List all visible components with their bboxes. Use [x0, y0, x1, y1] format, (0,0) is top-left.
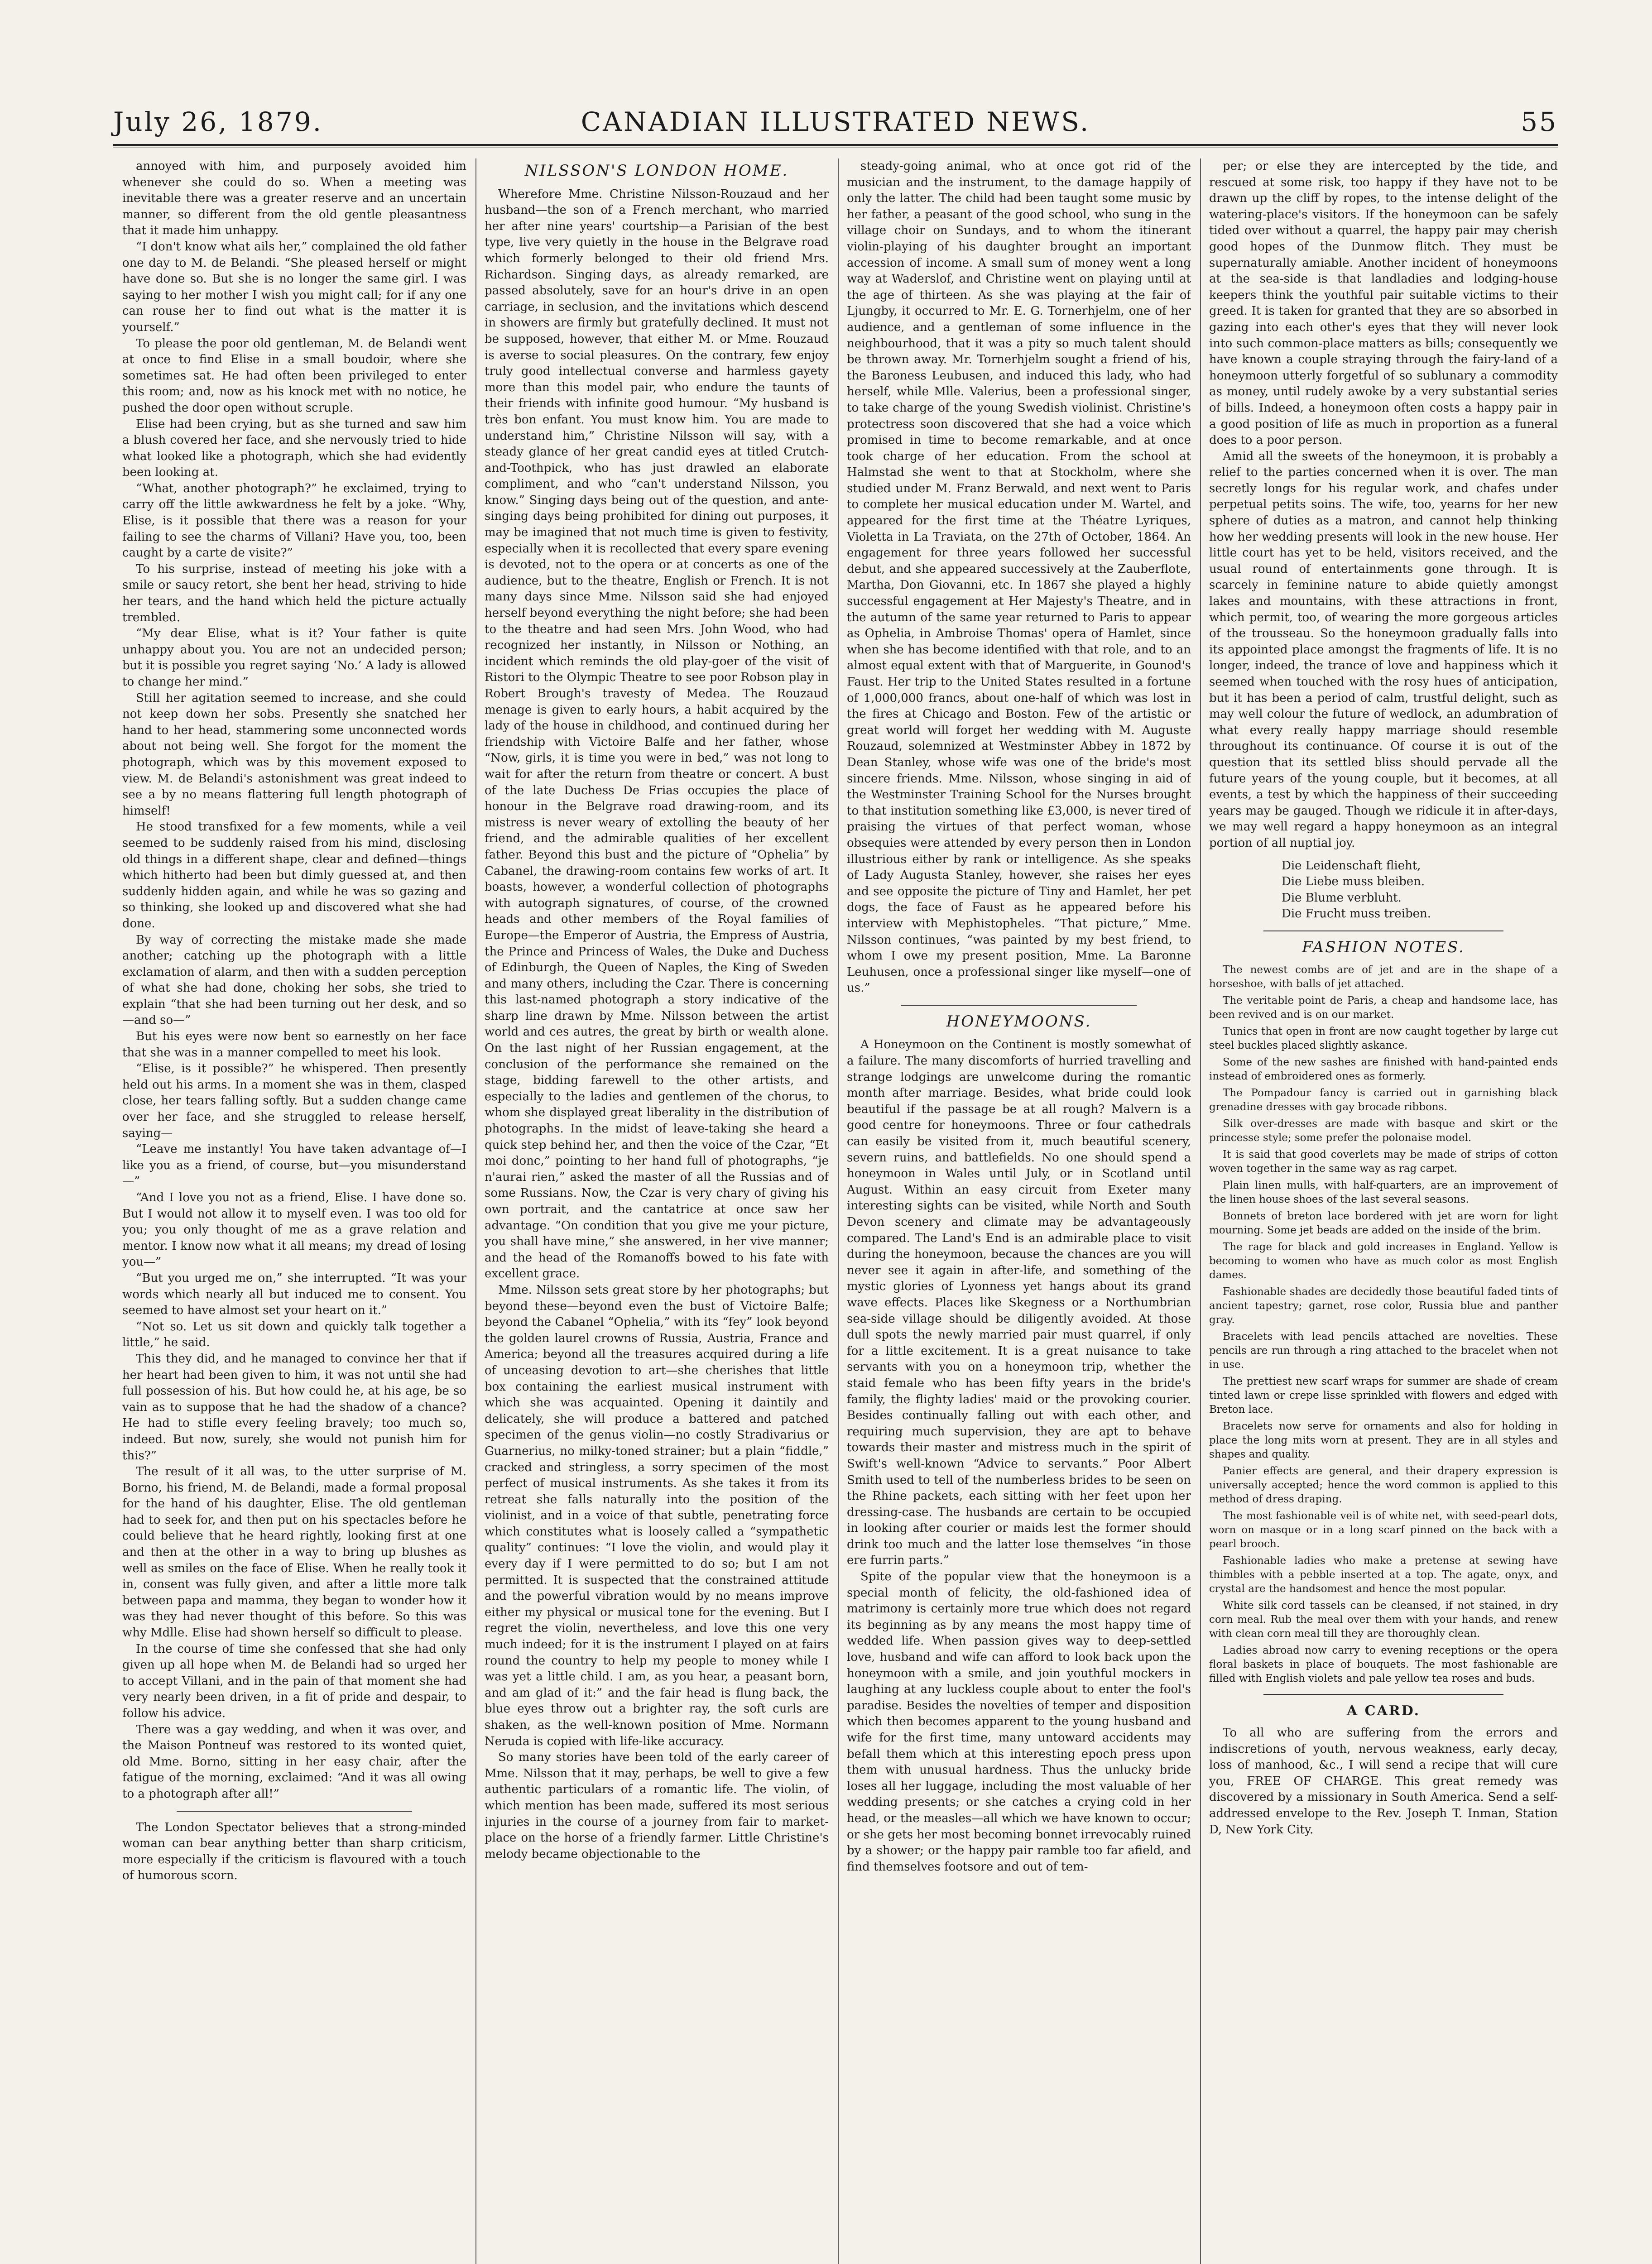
story-paragraph: Elise had been crying, but as she turned and saw him a blush covered her face, and she nervously tried to hide what looked like a photograph, which she had evidently been looking at. — [122, 417, 466, 480]
article-paragraph: Amid all the sweets of the honeymoon, it is probably a relief to the parties concerned when it is over. The man secretly longs for his regular work, and chafes under perpetual petits soins. The wife, too, yearns for her new sphere of duties as a matron, and cannot help thinking how her wedding presents will look in the new house. Her little court has yet to be held, visitors received, and the usual round of entertainments gone through. It is scarcely in feminine nature to abide quietly amongst lakes and mountains, with these attractions in front, which permit, too, of wearing the more gorgeous articles of the trousseau. So the honeymoon gradually falls into its appointed place amongst the fragments of life. It is no longer, indeed, the trance of love and happiness which it seemed when touched with the rosy hues of anticipation, but it has been a period of calm, trustful delight, such as may well colour the future of wedlock, an adumbration of what every really happy marriage should resemble throughout its continuance. Of course it is out of the question that its settled bliss should pervade all the future years of the young couple, but it becomes, at all events, a test by which the happiness of their succeeding years may be gauged. Though we ridicule it in after-days, we may well regard a happy honeymoon as an integral portion of all nuptial joy. — [1209, 449, 1558, 850]
story-paragraph: This they did, and he managed to convince her that if her heart had been given to him, it was not until she had full possession of his. But how could he, at his age, be so vain as to suppose that he had the shadow of a chance? He had to stifle every feeling bravely; too much so, indeed. But now, surely, she would not punish him for this?” — [122, 1352, 466, 1463]
fashion-note: Panier effects are general, and their drapery expression is universally accepted; hence the word common is applied to this method of dress draping. — [1209, 1465, 1558, 1505]
story-paragraph: “What, another photograph?” he exclaimed, trying to carry off the little awkwardness he felt by a joke. “Why, Elise, is it possible that there was a reason for your failing to see the charms of Villani? Have you, too, been caught by a carte de visite?” — [122, 481, 466, 560]
verse-line: Die Liebe muss bleiben. — [1282, 875, 1425, 889]
fashion-notes-list — [1209, 963, 1558, 1686]
section-separator — [177, 1811, 412, 1812]
article-paragraph: A Honeymoon on the Continent is mostly somewhat of a failure. The many discomforts of hurried travelling and strange lodgings are unwelcome during the romantic month after marriage. Besides, what bride could look beautiful if the passage be at all rough? Malvern is a good centre for honeymoons. Three or four cathedrals can easily be visited from it, much beautiful scenery, severn ruins, and battlefields. No one should spend a honeymoon in Wales until July, or in Scotland until August. Within an easy circuit from Exeter many interesting sights can be visited, while North and South Devon scenery and climate may be advantageously compared. The Land's End is an admirable place to visit during the honeymoon, because the chances are you will never see it again in after-life, and something of the mystic glories of Lyonness yet hangs about its grand wave effects. Places like Skegness or a Northumbrian sea-side village should be diligently avoided. At those dull spots the newly married pair must quarrel, if only for a little excitement. It is a great nuisance to take servants with you on a honeymoon trip, whether the staid female who has been fifty years in the bride's family, the flighty ladies' maid or the provoking courier. Besides continually falling out with each other, and requiring much supervision, they are apt to behave towards their master and mistress much in the spirit of Swift's well-known “Advice to servants.” Poor Albert Smith used to tell of the numberless brides to be seen on the Rhine packets, each sitting with her feet upon her dressing-case. The husbands are certain to be occupied in looking after courier or maids lest the former should drink too much and the latter lose themselves “in those ere furrin parts.” — [847, 1038, 1191, 1568]
article-title-honeymoons: HONEYMOONS. — [946, 1012, 1092, 1031]
story-paragraph: “But you urged me on,” she interrupted. “It was your words which nearly all but induced me to consent. You seemed to have almost set your heart on it.” — [122, 1271, 466, 1318]
fashion-note: Bonnets of breton lace bordered with jet are worn for light mourning. Some jet beads are added on the inside of the brim. — [1209, 1210, 1558, 1236]
column-1 — [122, 158, 466, 2264]
story-paragraph: “My dear Elise, what is it? Your father is quite unhappy about you. You are not an undecided person; but it is possible you regret saying ‘No.’ A lady is allowed to change her mind.” — [122, 627, 466, 689]
column-2 — [485, 158, 829, 2264]
fashion-note: The veritable point de Paris, a cheap and handsome lace, has been revived and is on our market. — [1209, 994, 1558, 1021]
story-paragraph: annoyed with him, and purposely avoided him whenever she could do so. When a meeting was inevitable there was a greater reserve and an uncertain manner, so different from the old gentle pleasantness that it made him unhappy. — [122, 159, 466, 238]
fashion-note: Ladies abroad now carry to evening receptions or the opera floral baskets in place of bouquets. The most fashionable are filled with English violets and pale yellow tea roses and buds. — [1209, 1644, 1558, 1684]
story-paragraph: There was a gay wedding, and when it was over, and the Maison Pontneuf was restored to its wonted quiet, old Mme. Borno, sitting in her easy chair, after the fatigue of the morning, exclaimed: “And it was all owing to a photograph after all!” — [122, 1722, 466, 1801]
page-number: 55 — [1521, 106, 1558, 137]
story-paragraph: “I don't know what ails her,” complained the old father one day to M. de Belandi. “She pleased herself or might have done so. But she is no longer the same girl. I was saying to her mother I wish you might call; for if any one can rouse her to find out what is the matter it is yourself.” — [122, 240, 466, 334]
verse-line: Die Leidenschaft flieht, — [1282, 859, 1421, 873]
story-paragraph: “Not so. Let us sit down and quickly talk together a little,” he said. — [122, 1319, 466, 1350]
advert-text: To all who are suffering from the errors and indiscretions of youth, nervous weakness, early decay, loss of manhood, &c., I will send a recipe that will cure you, FREE OF CHARGE. This great remedy was discovered by a missionary in South America. Send a self-addressed envelope to the Rev. Joseph T. Inman, Station D, New York City. — [1209, 1726, 1558, 1837]
masthead-title: CANADIAN ILLUSTRATED NEWS. — [581, 106, 1090, 137]
story-paragraph: To please the poor old gentleman, M. de Belandi went at once to find Elise in a small boudoir, where she sometimes sat. He had often been privileged to enter this room; and, now as his knock met with no notice, he pushed the door open without scruple. — [122, 336, 466, 415]
fashion-note: The newest combs are of jet and are in the shape of a horseshoe, with balls of jet attached. — [1209, 964, 1558, 990]
story-paragraph: To his surprise, instead of meeting his joke with a smile or saucy retort, she bent her head, striving to hide her tears, and the hand which held the picture actually trembled. — [122, 562, 466, 624]
story-paragraph: But his eyes were now bent so earnestly on her face that she was in a manner compelled to meet his look. — [122, 1030, 466, 1060]
story-paragraph: In the course of time she confessed that she had only given up all hope when M. de Belandi had so urged her to accept Villani, and in the pain of that moment she had very nearly been driven, in a fit of pride and despair, to follow his advice. — [122, 1642, 466, 1720]
story-paragraph: He stood transfixed for a few moments, while a veil seemed to be suddenly raised from his mind, disclosing old things in a different shape, clear and defined—things which hitherto had been but dimly guessed at, and then suddenly hidden again, and while he was so gazing and so thinking, she looked up and discovered what she had done. — [122, 820, 466, 931]
fashion-note: The most fashionable veil is of white net, with seed-pearl dots, worn on masque or in a long scarf pinned on the back with a pearl brooch. — [1209, 1510, 1558, 1550]
story-paragraph: “Elise, is it possible?” he whispered. Then presently held out his arms. In a moment she was in them, clasped close, her tears falling softly. But a sudden change came over her face, and she struggled to release herself, saying— — [122, 1062, 466, 1140]
page-header — [113, 106, 1558, 143]
fashion-note: The prettiest new scarf wraps for summer are shade of cream tinted lawn or crepe lisse sprinkled with flowers and edged with Breton lace. — [1209, 1375, 1558, 1415]
fashion-note: Fashionable shades are decidedly those beautiful faded tints of ancient tapestry; garnet, rose color, Russia blue and panther gray. — [1209, 1285, 1558, 1326]
story-paragraph: The result of it all was, to the utter surprise of M. Borno, his friend, M. de Belandi, made a formal proposal for the hand of his daughter, Elise. The old gentleman had to seek for, and then put on his spectacles before he could believe that he heard rightly, looking first at one and then at the other in a way to bring up blushes as well as smiles on the face of Elise. When he really took it in, consent was fully given, and after a little more talk between papa and mamma, they began to wonder how it was they had never thought of this before. So this was why Mdlle. Elise had shown herself so difficult to please. — [122, 1465, 466, 1640]
fashion-note: The Pompadour fancy is carried out in garnishing black grenadine dresses with gay brocade ribbons. — [1209, 1087, 1558, 1113]
fashion-note: Plain linen mulls, with half-quarters, are an improvement of the linen house shoes of the last several seasons. — [1209, 1179, 1558, 1205]
story-paragraph: “And I love you not as a friend, Elise. I have done so. But I would not allow it to myself even. I was too old for you; you only thought of me as a grave relation and mentor. I know now what it all means; my dread of losing you—” — [122, 1191, 466, 1269]
fashion-note: Fashionable ladies who make a pretense at sewing have thimbles with a pebble inserted at a top. The agate, onyx, and crystal are the handsomest and hence the most popular. — [1209, 1554, 1558, 1595]
story-paragraph: “Leave me instantly! You have taken advantage of—I like you as a friend, of course, but—you misunderstand—” — [122, 1142, 466, 1189]
verse-line: Die Frucht muss treiben. — [1282, 907, 1431, 921]
story-paragraph: Still her agitation seemed to increase, and she could not keep down her sobs. Presently she snatched her hand to her head, stammering some unconnected words about not being well. She forgot for the moment the photograph, which was by this movement exposed to view. M. de Belandi's astonishment was great indeed to see a by no means flattering full length photograph of himself! — [122, 691, 466, 818]
column-divider — [838, 158, 839, 2264]
spectator-paragraph: The London Spectator believes that a strong-minded woman can bear anything better than sharp criticism, more especially if the criticism is flavoured with a touch of humorous scorn. — [122, 1820, 466, 1883]
issue-date: July 26, 1879. — [113, 106, 323, 137]
article-title-fashion: FASHION NOTES. — [1301, 938, 1465, 956]
article-paragraph: Wherefore Mme. Christine Nilsson-Rouzaud and her husband—the son of a French merchant, who married her after nine years' courtship—a Parisian of the best type, live very quietly in the house in the Belgrave road which formerly belonged to their old friend Mrs. Richardson. Singing days, as already remarked, are passed absolutely, save for an hour's drive in an open carriage, in seclusion, and the invitations which descend in showers are firmly but gratefully declined. It must not be supposed, however, that either M. or Mme. Rouzaud is averse to social pleasures. On the contrary, few enjoy truly good intellectual converse and harmless gayety more than this model pair, who endure the taunts of their friends with infinite good humour. “My husband is très bon enfant. You must know him. You are made to understand him,” Christine Nilsson will say, with a steady glance of her great candid eyes at titled Crutch-and-Toothpick, who has just drawled an elaborate compliment, and who “can't understand Nilsson, you know.” Singing days being out of the question, and ante-singing days being prohibited for dining out purposes, it may be imagined that not much time is given to festivity, especially when it is recollected that every spare evening is devoted, not to the opera or at concerts as one of the audience, but to the theatre, English or French. It is not many days since Mme. Nilsson said she had enjoyed herself beyond everything the night before; she had been to the theatre and had seen Mrs. John Wood, who had recognized her instantly, in Nilsson or Nothing, an incident which reminds the old play-goer of the visit of Ristori to the Olympic Theatre to see poor Robson play in Robert Brough's travesty of Medea. The Rouzaud menage is given to early hours, a habit acquired by the lady of the house in childhood, and continued during her friendship with Victoire Balfe and her father, whose “Now, girls, it is time you were in bed,” was not long to wait for after the return from theatre or concert. A bust of the late Duchess De Frias occupies the place of honour in the Belgrave road drawing-room, and its mistress is never weary of extolling the beauty of her friend, and the admirable qualities of her excellent father. Beyond this bust and the picture of “Ophelia” by Cabanel, the drawing-room contains few works of art. It boasts, however, a wonderful collection of photographs with autograph signatures, of course, of the crowned heads and other members of the Royal families of Europe—the Emperor of Austria, the Empress of Austria, the Prince and Princess of Wales, the Duke and Duchess of Edinburgh, the Queen of Naples, the King of Sweden and many others, including the Czar. There is concerning this last-named photograph a story indicative of the sharp line drawn by Mme. Nilsson between the artist world and ces autres, the great by birth or wealth alone. On the last night of her Russian engagement, at the conclusion of the performance she remained on the stage, bidding farewell to the other artists, and especially to the ladies and gentlemen of the chorus, to whom she displayed great liberality in the distribution of photographs. In the midst of leave-taking she heard a quick step behind her, and then the voice of the Czar, “Et moi donc,” pointing to her hand full of photographs, “je n'aurai rien,” asked the master of all the Russias and of some Russians. Now, the Czar is very chary of giving his own portrait, and the cantatrice at once saw her advantage. “On condition that you give me your picture, you shall have mine,” she answered, in her vive manner; and the head of the Romanoffs bowed to his fate with excellent grace. — [485, 187, 829, 1281]
verse-line: Die Blume verbluht. — [1282, 891, 1402, 905]
article-paragraph: So many stories have been told of the early career of Mme. Nilsson that it may, perhaps, be well to give a few authentic particulars of a romantic life. The violin, of which mention has been made, suffered its most serious injuries in the course of a journey from fair to market-place on the horse of a friendly farmer. Little Christine's melody became objectionable to the — [485, 1751, 829, 1861]
article-paragraph: Mme. Nilsson sets great store by her photographs; but beyond these—beyond even the bust of Victoire Balfe; beyond the Cabanel “Ophelia,” with its “fey” look beyond the golden laurel crowns of Russia, Austria, France and America; beyond all the treasures acquired during a life of unceasing devotion to art—she cherishes that little box containing the earliest musical instrument with which she was acquainted. Opening it daintily and delicately, she will produce a battered and patched specimen of the genus violin—no costly Stradivarius or Guarnerius, no milky-toned strainer; but a plain “fiddle,” cracked and stringless, a sorry specimen of the most perfect of musical instruments. As she takes it from its retreat she falls naturally into the position of the violinist, and in a voice of that subtle, penetrating force which constitutes what is loosely called a “sympathetic quality” continues: “I love the violin, and would play it every day if I were permitted to do so; but I am not permitted. It is suspected that the constrained attitude and the powerful vibration would by no means improve either my physical or musical tone for the evening. But I regret the violin, nevertheless, and love this one very much indeed; for it is the instrument I played on at fairs round the country to help my people to money while I was yet a little child. I am, as you hear, a peasant born, and am glad of it:” and the fair head is flung back, the blue eyes throw out a brighter ray, the soft curls are shaken, as the well-known position of Mme. Normann Neruda is copied with life-like accuracy. — [485, 1283, 829, 1748]
advert-title: A CARD. — [1346, 1703, 1421, 1719]
fashion-note: Tunics that open in front are now caught together by large cut steel buckles placed slightly askance. — [1209, 1025, 1558, 1051]
column-3 — [847, 158, 1191, 2264]
fashion-note: The rage for black and gold increases in England. Yellow is becoming to women who have as much color as most English dames. — [1209, 1241, 1558, 1281]
fashion-note: Bracelets now serve for ornaments and also for holding in place the long mits worn at present. They are in all styles and shapes and quality. — [1209, 1420, 1558, 1460]
article-paragraph: Spite of the popular view that the honeymoon is a special month of felicity, the old-fashioned idea of matrimony is certainly more true which does not regard its beginning as by any means the most happy time of wedded life. When passion gives way to deep-settled love, husband and wife can afford to look back upon the honeymoon with a smile, and join youthful mockers in laughing at any luckless couple about to enter the fool's paradise. Besides the novelties of temper and disposition which then becomes apparent to the young husband and wife for the first time, many untoward accidents may befall them which at this interesting epoch press upon them with unusual hardness. Thus the unlucky bride loses all her luggage, including the most valuable of her wedding presents; or she catches a crying cold in her head, or the measles—all which we have known to occur; or she gets her most becoming bonnet irrevocably ruined by a shower; or the happy pair ramble too far afield, and find themselves footsore and out of tem- — [847, 1570, 1191, 1874]
column-divider — [1200, 158, 1201, 2264]
fashion-note: Some of the new sashes are finished with hand-painted ends instead of embroidered ones as formerly. — [1209, 1056, 1558, 1082]
column-4 — [1209, 158, 1558, 2264]
german-verse — [1282, 858, 1558, 922]
article-paragraph: steady-going animal, who at once got rid of the musician and the instrument, to the damage happily of only the latter. The child had been taught some music by her father, a peasant of the good school, who sung in the village choir on Sundays, and to whom the itinerant violin-playing of his daughter brought an important accession of income. A small sum of money went a long way at Waderslof, and Christine went on playing until at the age of thirteen. As she was playing at the fair of Ljungby, it occurred to Mr. E. G. Tornerhjelm, one of her audience, and a gentleman of some influence in the neighbourhood, that it was a pity so much talent should be thrown away. Mr. Tornerhjelm sought a friend of his, the Baroness Leubusen, and induced this lady, who had herself, while Mlle. Valerius, been a professional singer, to take charge of the young Swedish violinist. Christine's protectress soon discovered that she had a voice which promised in time to become remarkable, and at once took charge of her education. From the school at Halmstad she went to that at Stockholm, where she studied under M. Franz Berwald, and next went to Paris to complete her musical education under M. Wartel, and appeared for the first time at the Théatre Lyriques, Violetta in La Traviata, on the 27th of October, 1864. An engagement for three years followed her successful debut, and she appeared successively at the Zauberflote, Martha, Don Giovanni, etc. In 1867 she played a highly successful engagement at Her Majesty's Theatre, and in the autumn of the same year returned to Paris to appear as Ophelia, in Ambroise Thomas' opera of Hamlet, since when she has become identified with that role, and to an almost equal extent with that of Marguerite, in Gounod's Faust. Her trip to the United States resulted in a fortune of 1,000,000 francs, about one-half of which was lost in the fires at Chicago and Boston. Few of the artistic or great world will forget her wedding with M. Auguste Rouzaud, solemnized at Westminster Abbey in 1872 by Dean Stanley, whose wife was one of the bride's most sincere friends. Mme. Nilsson, whose singing in aid of the Westminster Training School for the Nurses brought to that institution something like £3,000, is never tired of praising the virtues of that perfect woman, whose obsequies were attended by every person then in London illustrious either by rank or intelligence. As she speaks of Lady Augusta Stanley, however, she raises her eyes and see opposite the picture of Tiny and Hamlet, her pet dogs, the face of Faust as he appeared before his interview with Mephistopheles. “That picture,” Mme. Nilsson continues, “was painted by my best friend, to whom I owe my present position, Mme. La Baronne Leuhusen, once a professional singer like myself—one of us.” — [847, 159, 1191, 995]
fashion-note: White silk cord tassels can be cleansed, if not stained, in dry corn meal. Rub the meal over them with your hands, and renew with clean corn meal till they are thoroughly clean. — [1209, 1599, 1558, 1640]
story-paragraph: By way of correcting the mistake made she made another; catching up the photograph with a little exclamation of alarm, and then with a sudden perception of what she had done, choking her sobs, she tried to explain “that she had been turning out her desk, and so—and so—” — [122, 933, 466, 1027]
section-separator — [901, 1005, 1137, 1006]
header-rule — [113, 144, 1558, 146]
column-divider — [475, 158, 476, 2264]
article-title-nilsson: NILSSON'S LONDON HOME. — [524, 162, 789, 180]
section-separator — [1263, 1694, 1503, 1695]
fashion-note: Bracelets with lead pencils attached are novelties. These pencils are run through a ring attached to the bracelet when not in use. — [1209, 1330, 1558, 1371]
fashion-note: Silk over-dresses are made with basque and skirt or the princesse style; some prefer the polonaise model. — [1209, 1118, 1558, 1144]
fashion-note: It is said that good coverlets may be made of strips of cotton woven together in the same way as rag carpet. — [1209, 1148, 1558, 1175]
article-paragraph: per; or else they are intercepted by the tide, and rescued at some risk, too happy if they have not to be drawn up the cliff by ropes, to the intense delight of the watering-place's visitors. If the honeymoon can be safely tided over without a quarrel, the happy pair may cherish good hopes of the Dunmow flitch. They must be supernaturally amiable. Another incident of honeymoons at the sea-side is that landladies and lodging-house keepers think the youthful pair suitable victims to their greed. It is taken for granted that they are so absorbed in gazing into each other's eyes that they will never look into such common-place matters as bills; consequently we have known a couple straying through the fairy-land of a honeymoon utterly forgetful of so sublunary a commodity as money, until rudely awoke by a very substantial series of bills. Indeed, a honeymoon often costs a happy pair in a good position of life as much in proportion as a funeral does to a poor person. — [1209, 159, 1558, 447]
